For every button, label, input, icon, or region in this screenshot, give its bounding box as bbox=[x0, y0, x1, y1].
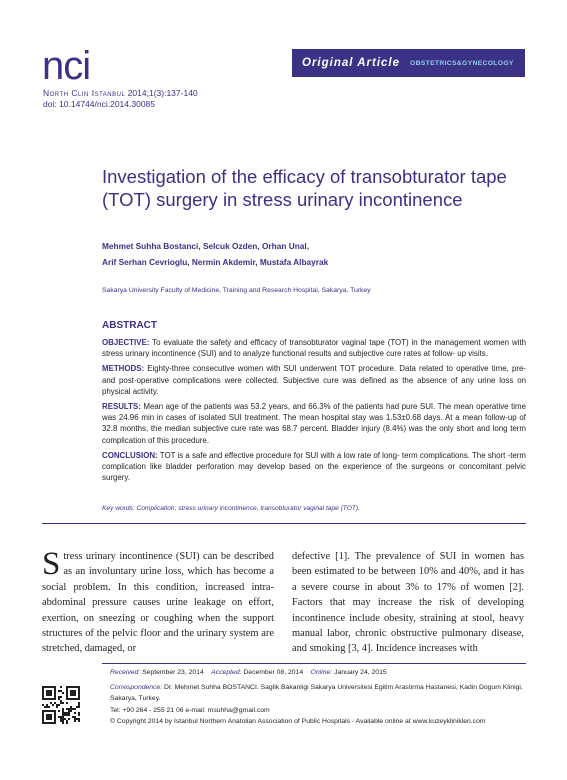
logo-text: nci bbox=[42, 50, 91, 82]
volume-pages: 2014;1(3):137-140 bbox=[127, 88, 198, 98]
journal-logo bbox=[42, 50, 126, 82]
article-type: Original Article bbox=[302, 57, 401, 69]
correspondence: Correspondence: Dr. Mehmet Suhha BOSTANCI. Saglik Bakanligi Sakarya Universitesi Egitim Arastirma Hastanesi, Kadin Dogum Klinigi, Sakarya, Turkey. bbox=[110, 684, 523, 703]
specialty-label: OBSTETRICS&GYNECOLOGY bbox=[410, 59, 514, 67]
qr-code-icon bbox=[42, 686, 80, 724]
footer bbox=[110, 667, 530, 727]
affiliation: Sakarya University Faculty of Medicine, Training and Research Hospital, Sakarya, Turkey bbox=[102, 287, 371, 294]
divider bbox=[42, 523, 526, 524]
abstract-conclusion: CONCLUSION: TOT is a safe and effective procedure for SUI with a low rate of long- term complications. The short -term complication like bladder perforation may develop based on the experience of the surgeons or concomitant pelvic surgery. bbox=[102, 450, 526, 483]
dates-line: Received: September 23, 2014 Accepted: December 08, 2014 Online: January 24, 2015 bbox=[110, 669, 387, 676]
abstract-methods: METHODS: Eighty-three consecutive women with SUI underwent TOT procedure. Data related to operative time, pre- and post-operative complications were collected. Subjective cure was defined as the absence of any urine loss on physical activity. bbox=[102, 364, 526, 396]
body-column-2: defective [1]. The prevalence of SUI in women has been estimated to be between 10% and 40%, and it has a severe course in about 3% to 17% of women [2]. Factors that may increase the risk of developing incontinence include obesity, straining at stool, heavy manual labor, chronic obstructive pulmonary disease, and smoking [3, 4]. Incidence increases with bbox=[292, 551, 524, 655]
authors bbox=[102, 239, 328, 270]
article-type-banner bbox=[292, 49, 525, 77]
article-title: Investigation of the efficacy of transobturator tape (TOT) surgery in stress urinary incontinence bbox=[102, 166, 507, 210]
abstract-heading: ABSTRACT bbox=[102, 320, 157, 331]
citation bbox=[43, 88, 198, 110]
body-text-1: tress urinary incontinence (SUI) can be described as an involuntary urine loss, which has become a social problem. In this condition, increased intra-abdominal pressure causes urine leakage on effort, exertion, on sneezing or coughing when the support structures of the pelvic floor and the urinary system are stretched, damaged, or bbox=[42, 551, 274, 655]
authors-line-1: Mehmet Suhha Bostanci, Selcuk Ozden, Orhan Unal, bbox=[102, 241, 310, 251]
copyright: © Copyright 2014 by Istanbul Northern Anatolian Association of Public Hospitals - Available online at www.kuzeyklinikleri.com bbox=[110, 717, 486, 725]
contact: Tel: +90 264 - 255 21 06 e-mail: msuhha@gmail.com bbox=[110, 706, 270, 714]
drop-cap: S bbox=[42, 546, 61, 582]
keywords: Key words: Complication; stress urinary incontinence, transobturator vaginal tape (TOT). bbox=[102, 505, 360, 512]
journal-name: North Clin Istanbul bbox=[43, 88, 126, 98]
abstract-results: RESULTS: Mean age of the patients was 53.2 years, and 66.3% of the patients had pure SUI. The mean operative time was 24.96 min in cases of isolated SUI treatment. The mean hospital stay was 1.53±0.68 days. At a mean follow-up of 32.8 months, the median subjective cure rate was 68.7 percent. Bladder injury (8.4%) was the only short and long term complication of this procedure. bbox=[102, 402, 526, 445]
abstract-objective: OBJECTIVE: To evaluate the safety and efficacy of transobturator vaginal tape (TOT) in the management women with stress urinary incontinence (SUI) and to analyze functional results and subjective cure rates at follow- up visits. bbox=[102, 338, 526, 359]
authors-line-2: Arif Serhan Cevrioglu, Nermin Akdemir, Mustafa Albayrak bbox=[102, 256, 329, 267]
footer-divider bbox=[102, 663, 526, 664]
doi[interactable]: doi: 10.14744/nci.2014.30085 bbox=[43, 99, 156, 109]
abstract-body bbox=[102, 337, 526, 487]
body-column-1 bbox=[42, 546, 274, 657]
